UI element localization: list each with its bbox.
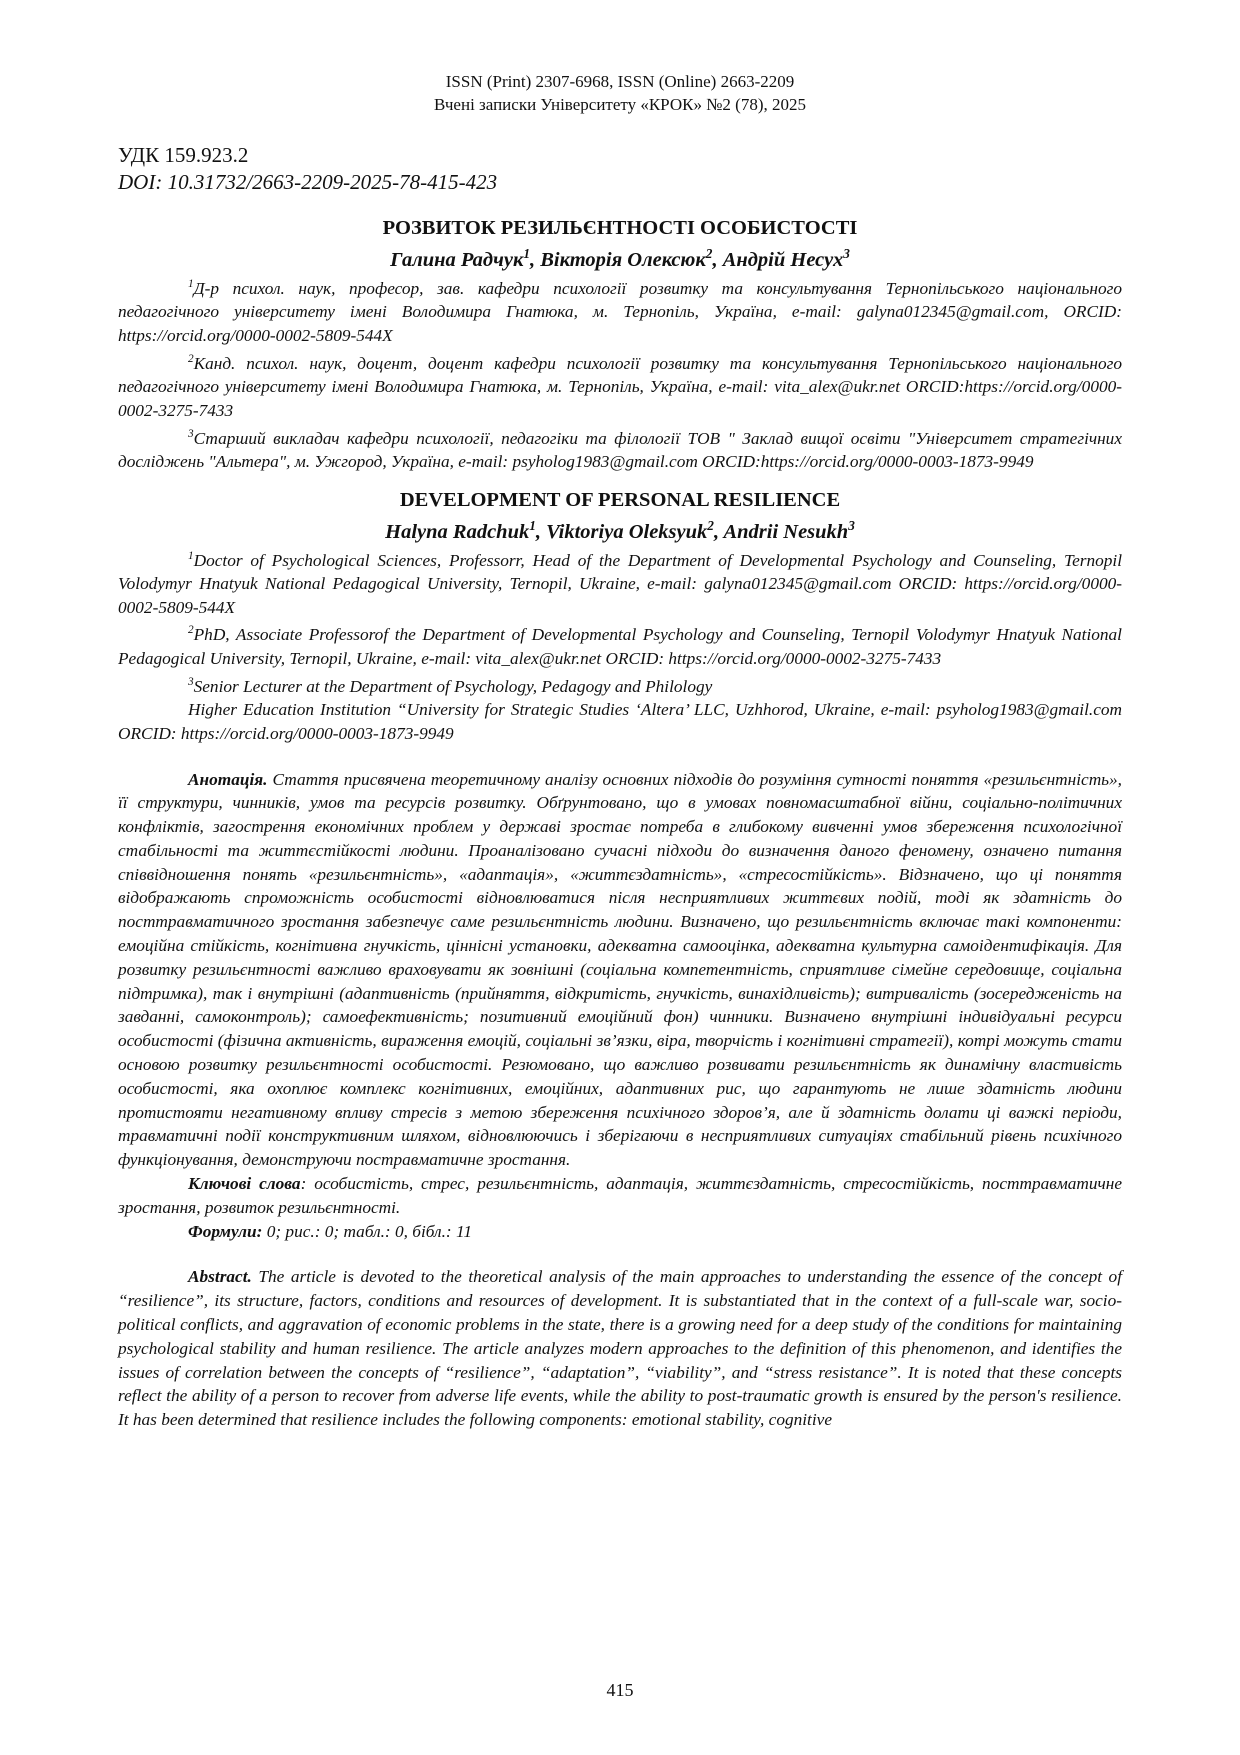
author-sup: 2	[707, 517, 714, 533]
journal-header	[118, 70, 1122, 116]
formulas-paragraph	[118, 1220, 1122, 1244]
author-sep: ,	[713, 520, 724, 543]
udk-code: УДК 159.923.2	[118, 143, 249, 167]
abstract-label: Abstract.	[188, 1267, 252, 1287]
author-sep: ,	[530, 248, 541, 271]
abstract-paragraph	[118, 1265, 1122, 1432]
issn-line: ISSN (Print) 2307-6968, ISSN (Online) 2663-2209	[445, 72, 795, 91]
author-sep: ,	[535, 520, 547, 543]
affiliation-text: Senior Lecturer at the Department of Psychology, Pedagogy and Philology	[193, 676, 713, 696]
author-name: Галина Радчук	[390, 248, 524, 271]
author-name: Вікторія Олексюк	[540, 248, 706, 271]
affiliation-text: Старший викладач кафедри психології, педагогіки та філології ТОВ " Заклад вищої освіти "Університет стратегічних досліджень "Альтера", м. Ужгород, Україна, e-mail: psyholog1983@gmail.com ORCID:https://orcid.org/0000-0003-1873-9949	[118, 428, 1122, 472]
keywords-label: Ключові слова	[188, 1174, 301, 1194]
affiliation-sup: 1	[188, 549, 194, 562]
formulas-label: Формули:	[188, 1221, 263, 1241]
formulas-text: 0; рис.: 0; табл.: 0, бібл.: 11	[262, 1221, 472, 1241]
en-affiliation	[118, 619, 1122, 670]
author-name: Halyna Radchuk	[385, 520, 530, 543]
article-page	[118, 70, 1122, 1432]
en-title: DEVELOPMENT OF PERSONAL RESILIENCE	[399, 488, 841, 511]
author-sep: ,	[712, 248, 723, 271]
keywords-paragraph	[118, 1172, 1122, 1220]
author-sup: 2	[705, 246, 713, 261]
author-sup: 3	[848, 517, 855, 533]
affiliation-sup: 2	[188, 624, 194, 637]
annotation-text: Стаття присвячена теоретичному аналізу основних підходів до розуміння сутності поняття «резильєнтність», її структури, чинників, умов та ресурсів розвитку. Обґрунтовано, що в умовах повномасштабної війни, соціально-політичних конфліктів, загострення економічних проблем у державі зростає потреба в глибокому вивченні умов збереження психологічної стабільності та життєстійкості людини. Проаналізовано сучасні підходи до визначення даного феномену, означено питання співвідношення понять «резильєнтність», «адаптація», «життєздатність», «стресостійкість». Відзначено, що ці поняття відображають спроможність особистості відновлюватися після несприятливих життєвих подій, тоді як здатність до посттравматичного зростання забезпечує саме резильєнтність людини. Визначено, що резильєнтність включає такі компоненти: емоційна стійкість, когнітивна гнучкість, ціннісні установки, адекватна самооцінка, адекватна культурна самоідентифікація. Для розвитку резильєнтності важливо враховувати як зовнішні (соціальна компетентність, сприятливе сімейне середовище, соціальна підтримка), так і внутрішні (адаптивність (прийняття, відкритість, гнучкість, винахідливість); витривалість (зосередженість на завданні, самоконтроль); самоефективність; позитивний емоційний фон) чинники. Визначено внутрішні індивідуальні ресурси особистості (фізична активність, вираження емоцій, соціальні зв’язки, віра, творчість і когнітивні стратегії), котрі можуть стати основою розвитку резильєнтності особистості. Резюмовано, що важливо розвивати резильєнтність як динамічну властивість особистості, яка охоплює комплекс когнітивних, емоційних, адаптивних рис, що гарантують не лише здатність людини протистояти негативному впливу стресів з метою збереження психічного здоров’я, але й здатність долати ці важкі періоди, травматичні події конструктивним шляхом, відновлюючись і зберігаючи в несприятливих ситуаціях стабільний рівень психічного функціонування, демонструючи постравматичне зростання.	[118, 769, 1122, 1170]
annotation-paragraph	[118, 768, 1122, 1173]
affiliation-sup: 2	[188, 352, 194, 365]
abstract-text: The article is devoted to the theoretical analysis of the main approaches to understanding the essence of the concept of “resilience”, its structure, factors, conditions and resources of development. It is substantiated that in the context of a full-scale war, socio-political conflicts, and aggravation of economic problems in the state, there is a growing need for a deep study of the conditions for maintaining psychological stability and human resilience. The article analyzes modern approaches to the definition of this phenomenon, and identifies the issues of correlation between the concepts of “resilience”, “adaptation”, “viability”, and “stress resistance”. It is noted that these concepts reflect the ability of a person to recover from adverse life events, while the ability to post-traumatic growth is ensured by the person's resilience. It has been determined that resilience includes the following components: emotional stability, cognitive	[118, 1267, 1122, 1430]
ua-title: РОЗВИТОК РЕЗИЛЬЄНТНОСТІ ОСОБИСТОСТІ	[382, 217, 858, 239]
author-sup: 1	[529, 517, 536, 533]
affiliation-text: Higher Education Institution “University for Strategic Studies ‘Altera’ LLC, Uzhhorod, Ukraine, e-mail: psyholog1983@gmail.com ORCID: https://orcid.org/0000-0003-1873-9949	[118, 700, 1122, 743]
author-sup: 3	[843, 246, 850, 261]
doi: DOI: 10.31732/2663-2209-2025-78-415-423	[118, 170, 498, 194]
ua-authors	[118, 241, 1122, 273]
affiliation-sup: 3	[188, 675, 194, 688]
en-affiliation	[118, 545, 1122, 620]
author-name: Андрій Несух	[722, 248, 844, 271]
affiliation-text: Doctor of Psychological Sciences, Professorr, Head of the Department of Developmental Psychology and Counseling, Ternopil Volodymyr Hnatyuk National Pedagogical University, Ternopil, Ukraine, e-mail: galyna012345@gmail.com ORCID: https://orcid.org/0000-0002-5809-544X	[118, 550, 1122, 617]
en-authors	[118, 513, 1122, 545]
keywords-text: : особистість, стрес, резильєнтність, адаптація, життєздатність, стресостійкість, посттравматичне зростання, розвиток резильєнтності.	[118, 1174, 1123, 1217]
author-sup: 1	[523, 246, 530, 261]
affiliation-text: Д-р психол. наук, професор, зав. кафедри психології розвитку та консультування Тернопільського національного педагогічного університету імені Володимира Гнатюка, м. Тернопіль, Україна, e-mail: galyna012345@gmail.com, ORCID: https://orcid.org/0000-0002-5809-544X	[118, 278, 1122, 345]
affiliation-sup: 1	[188, 277, 194, 290]
journal-line: Вчені записки Університету «КРОК» №2 (78), 2025	[433, 95, 807, 114]
author-name: Viktoriya Oleksyuk	[546, 520, 708, 543]
affiliation-text: Канд. психол. наук, доцент, доцент кафедри психології розвитку та консультування Тернопільського національного педагогічного університету імені Володимира Гнатюка, м. Тернопіль, Україна, e-mail: vita_alex@ukr.net ORCID:https://orcid.org/0000-0002-3275-7433	[118, 353, 1122, 420]
ua-affiliation	[118, 273, 1122, 348]
page-number: 415	[606, 1680, 634, 1700]
affiliation-sup: 3	[188, 427, 194, 440]
author-name: Andrii Nesukh	[723, 520, 849, 543]
annotation-label: Анотація.	[188, 769, 268, 789]
en-affiliation	[118, 698, 1122, 745]
en-affiliation	[118, 671, 1122, 698]
ua-affiliation	[118, 348, 1122, 423]
ua-affiliation	[118, 423, 1122, 474]
affiliation-text: PhD, Associate Professorof the Department of Developmental Psychology and Counseling, Ternopil Volodymyr Hnatyuk National Pedagogical University, Ternopil, Ukraine, e-mail: vita_alex@ukr.net ORCID: https://orcid.org/0000-0002-3275-7433	[118, 625, 1122, 668]
